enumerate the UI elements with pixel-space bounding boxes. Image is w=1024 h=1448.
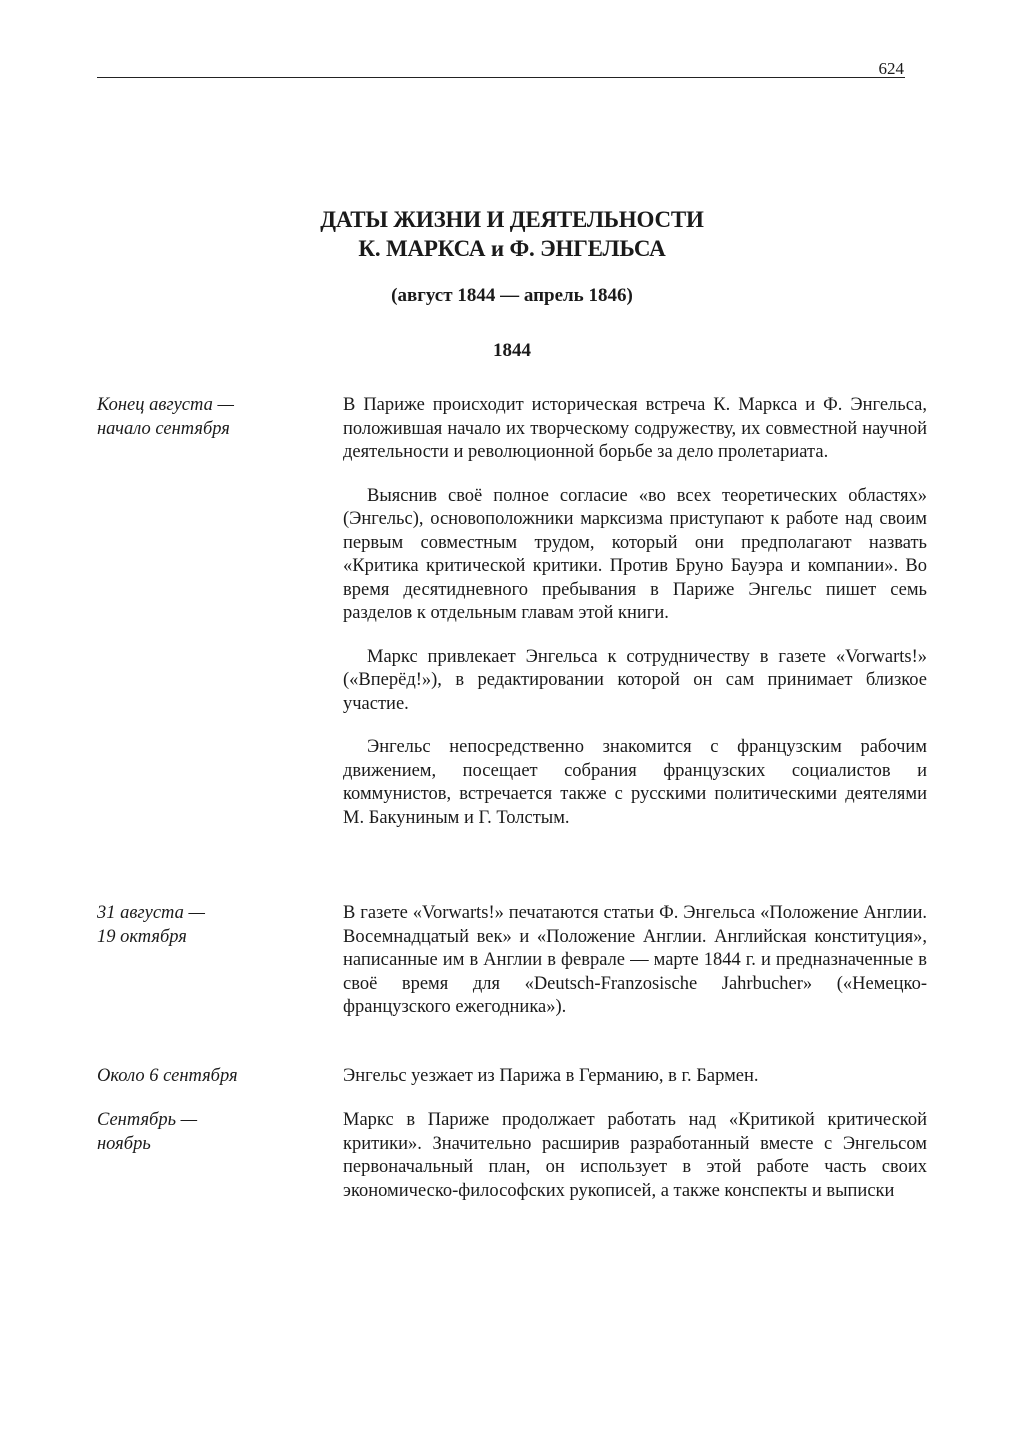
entry-date: [97, 1109, 327, 1156]
header-rule: [97, 77, 905, 78]
year-heading: 1844: [493, 340, 531, 361]
entry-paragraph: В Париже происходит историческая встреча К. Маркса и Ф. Энгельса, положившая начало их творческому содружеству, их совместной научной деятельности и революционной борьбе за дело пролетариата.: [343, 395, 927, 462]
chapter-title: [97, 205, 927, 263]
entry-date-line: начало сентября: [97, 418, 230, 439]
entry-date-line: Сентябрь —: [97, 1110, 198, 1130]
entry-paragraph: В газете «Vorwarts!» печатаются статьи Ф. Энгельса «Положение Англии. Восемнадцатый век» и «Положение Англии. Английская конституция», написанные им в Англии в феврале — марте 1844 г. и предназначенные в своё время для «Deutsch-Franzosische Jahrbucher» («Немецко-французского ежегодника»).: [343, 903, 927, 1017]
entry-paragraph: Выяснив своё полное согласие «во всех теоретических областях» (Энгельс), основоположники марксизма приступают к работе над своим первым совместным трудом, который они предполагают назвать «Критика критической критики. Против Бруно Бауэра и компании». Во время десятидневного пребывания в Париже Энгельс пишет семь разделов к отдельным главам этой книги.: [343, 485, 927, 623]
chapter-title-line-1: ДАТЫ ЖИЗНИ И ДЕЯТЕЛЬНОСТИ: [320, 207, 704, 232]
entry-text: [343, 902, 927, 1020]
period-subtitle: (август 1844 — апрель 1846): [391, 285, 633, 306]
entry-date-line: 19 октября: [97, 926, 187, 947]
entry-text: [343, 1109, 927, 1203]
entry-date-line: ноябрь: [97, 1133, 151, 1154]
entry-text: [343, 1065, 927, 1089]
chapter-title-line-2: К. МАРКСА и Ф. ЭНГЕЛЬСА: [358, 236, 666, 261]
entry-paragraph: Маркс привлекает Энгельса к сотрудничеству в газете «Vorwarts!» («Вперёд!»), в редактировании которой он сам принимает близкое участие.: [343, 646, 927, 714]
entry-date-line: Около 6 сентября: [97, 1066, 238, 1086]
entry-paragraph: Маркс в Париже продолжает работать над «Критикой критической критики». Значительно расширив разработанный вместе с Энгельсом первоначальный план, он использует в этой работе часть своих экономическо-философских рукописей, а также конспекты и выписки: [343, 1110, 927, 1201]
entry-text: [343, 394, 927, 830]
entry-date: [97, 1065, 327, 1089]
entry-paragraph: Энгельс непосредственно знакомится с французским рабочим движением, посещает собрания французских социалистов и коммунистов, встречается также с русскими политическими деятелями М. Бакуниным и Г. Толстым.: [343, 737, 927, 828]
entry-paragraph: Энгельс уезжает из Парижа в Германию, в г. Бармен.: [343, 1066, 759, 1086]
entry-date: [97, 902, 327, 949]
entry-date: [97, 394, 327, 441]
entry-date-line: 31 августа —: [97, 903, 205, 923]
entry-date-line: Конец августа —: [97, 395, 234, 415]
page-number: 624: [878, 59, 904, 78]
